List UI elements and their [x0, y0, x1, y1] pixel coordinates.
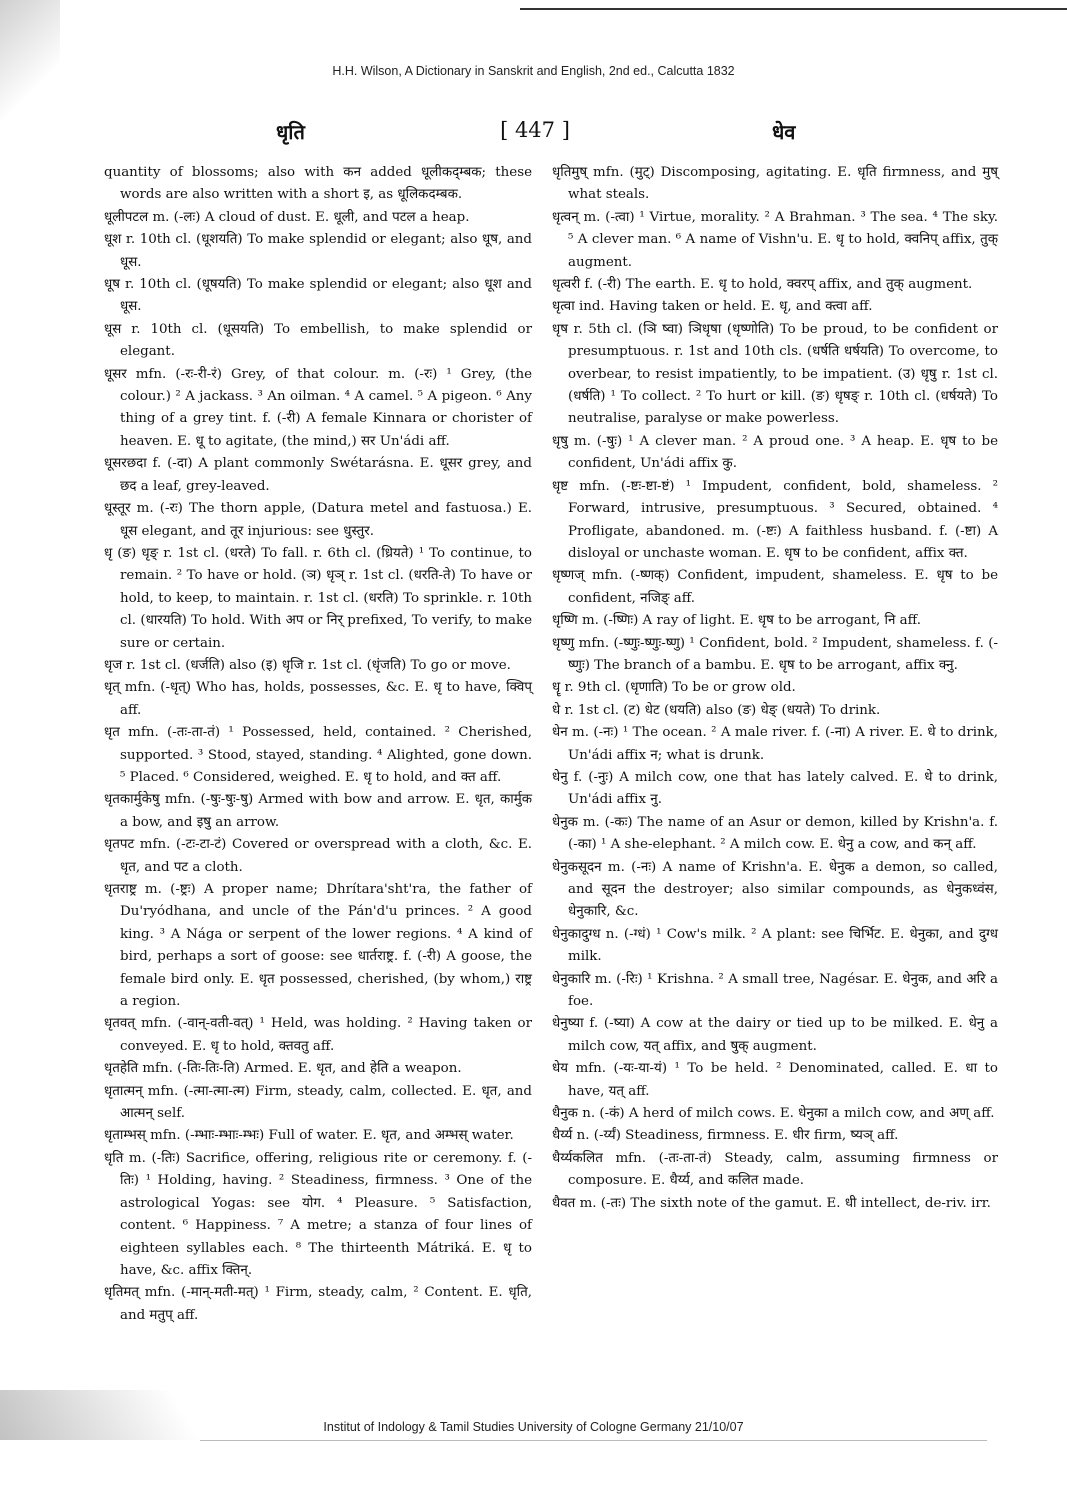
dictionary-entry: धेय mfn. (-यः-या-यं) ¹ To be held. ² Denominated, called. E. धा to have, यत् aff.: [552, 1061, 998, 1099]
dictionary-entry: धृतात्मन् mfn. (-त्मा-त्मा-त्म) Firm, steady, calm, collected. E. धृत, and आत्मन् self.: [104, 1083, 532, 1122]
dictionary-entry: धेनुकारि m. (-रिः) ¹ Krishna. ² A small tree, Nagésar. E. धेनुक, and अरि a foe.: [552, 971, 998, 1010]
dictionary-entry: धॄ r. 9th cl. (धृणाति) To be or grow old.: [552, 680, 796, 696]
dictionary-entry: धूसर mfn. (-रः-री-रं) Grey, of that colour. m. (-रः) ¹ Grey, (the colour.) ² A jackass. ³ An oilman. ⁴ A camel. ⁵ A pigeon. ⁶ Any thing of a grey tint. f. (-री) A female Kinnara or chorister of heaven. E. धू to agitate, (the mind,) सर Un'ádi aff.: [104, 366, 532, 449]
left-column: [104, 162, 532, 1327]
dictionary-entry: धृतिमत् mfn. (-मान्-मती-मत्) ¹ Firm, steady, calm, ² Content. E. धृति, and मतुप् aff.: [104, 1285, 532, 1323]
dictionary-entry: धूलीपटल m. (-लः) A cloud of dust. E. धूली, and पटल a heap.: [104, 209, 470, 225]
dictionary-entry: धेनुष्या f. (-ष्या) A cow at the dairy or tied up to be milked. E. धेनु a milch cow, यत् affix, and षुक् augment.: [552, 1016, 998, 1054]
dictionary-entry: धूस r. 10th cl. (धूसयति) To embellish, to make splendid or elegant.: [104, 321, 532, 360]
dictionary-entry: धृषु m. (-षुः) ¹ A clever man. ² A proud one. ³ A heap. E. धृष to be confident, Un'ádi affix कु.: [552, 433, 998, 472]
dictionary-entry: धृतकार्मुकेषु mfn. (-षुः-षुः-षु) Armed with bow and arrow. E. धृत, कार्मुक a bow, and इषु an arrow.: [104, 792, 532, 830]
dictionary-entry: धृताम्भस् mfn. (-म्भाः-म्भाः-म्भः) Full of water. E. धृत, and अम्भस् water.: [104, 1128, 514, 1144]
right-column: [552, 162, 998, 1215]
dictionary-entry: धैनुक n. (-कं) A herd of milch cows. E. धेनुका a milch cow, and अण् aff.: [552, 1106, 995, 1122]
dictionary-entry: धूश r. 10th cl. (धूशयति) To make splendid or elegant; also धूष, and धूस.: [104, 232, 532, 270]
dictionary-entry: धृति m. (-तिः) Sacrifice, offering, religious rite or ceremony. f. (-तिः) ¹ Holding, having. ² Steadiness, firmness. ³ One of the astrological Yogas: see योग. ⁴ Pleasure. ⁵ Satisfaction, content. ⁶ Happiness. ⁷ A metre; a stanza of four lines of eighteen syllables each. ⁸ The thirteenth Mátriká. E. धृ to have, &c. affix क्तिन्.: [104, 1150, 532, 1278]
header-credit: H.H. Wilson, A Dictionary in Sanskrit and English, 2nd ed., Calcutta 1832: [332, 64, 735, 78]
dictionary-entry: quantity of blossoms; also with कन added धूलीकद्म्बक; these words are also written with a short इ, as धूलिकदम्बक.: [104, 165, 532, 203]
dictionary-entry: धृतवत् mfn. (-वान्-वती-वत्) ¹ Held, was holding. ² Having taken or conveyed. E. धृ to hold, क्तवतु aff.: [104, 1016, 532, 1054]
dictionary-entry: धृतपट mfn. (-टः-टा-टं) Covered or overspread with a cloth, &c. E. धृत, and पट a cloth.: [104, 837, 532, 875]
dictionary-entry: धेनुकादुग्ध n. (-ग्धं) ¹ Cow's milk. ² A plant: see चिर्भिट. E. धेनुका, and दुग्ध milk.: [552, 926, 998, 965]
dictionary-entry: धे r. 1st cl. (ट) धेट (धयति) also (ङ) धेङ् (धयते) To drink.: [552, 702, 881, 718]
dictionary-entry: धेनुक m. (-कः) The name of an Asur or demon, killed by Krishn'a. f. (-का) ¹ A she-elephant. ² A milch cow. E. धेनु a cow, and कन् aff.: [552, 814, 998, 853]
dictionary-entry: धृत mfn. (-तः-ता-तं) ¹ Possessed, held, contained. ² Cherished, supported. ³ Stood, stayed, standing. ⁴ Alighted, gone down. ⁵ Placed. ⁶ Considered, weighed. E. धृ to hold, and क्त aff.: [104, 725, 532, 785]
top-rule: [520, 8, 1067, 10]
dictionary-entry: धृष्णु mfn. (-ष्णुः-ष्णुः-ष्णु) ¹ Confident, bold. ² Impudent, shameless. f. (-ष्णुः) The branch of a bambu. E. धृष to be arrogant, affix क्नु.: [552, 635, 998, 673]
bottom-rule: [200, 1440, 987, 1441]
dictionary-entry: धृष्णि m. (-ष्णिः) A ray of light. E. धृष to be arrogant, नि aff.: [552, 613, 921, 629]
dictionary-entry: धृत् mfn. (-धृत्) Who has, holds, possesses, &c. E. धृ to have, क्विप् aff.: [104, 680, 532, 718]
dictionary-entry: धृत्वा ind. Having taken or held. E. धृ, and क्त्वा aff.: [552, 299, 873, 315]
dictionary-entry: धृत्वन् m. (-त्वा) ¹ Virtue, morality. ² A Brahman. ³ The sea. ⁴ The sky. ⁵ A clever man. ⁶ A name of Vishn'u. E. धृ to hold, क्वनिप् affix, तुक् augment.: [552, 209, 998, 270]
dictionary-entry: धृष्ट mfn. (-ष्टः-ष्टा-ष्टं) ¹ Impudent, confident, bold, shameless. ² Forward, intrusive, presumptuous. ³ Secured, obtained. ⁴ Profligate, abandoned. m. (-ष्टः) A faithless husband. f. (-ष्टा) A disloyal or unchaste woman. E. धृष to be confident, affix क्त.: [552, 478, 998, 561]
scan-shadow-top-left: [0, 0, 60, 120]
dictionary-entry: धृतिमुष् mfn. (मुट्) Discomposing, agitating. E. धृति firmness, and मुष् what steals.: [552, 165, 998, 203]
dictionary-entry: धेनुकसूदन m. (-नः) A name of Krishn'a. E. धेनुक a demon, so called, and सूदन the destroyer; also similar compounds, as धेनुकध्वंस, धेनुकारि, &c.: [552, 859, 998, 920]
dictionary-entry: धेनु f. (-नुः) A milch cow, one that has lately calved. E. धे to drink, Un'ádi affix नु.: [552, 769, 998, 808]
dictionary-entry: धृतराष्ट्र m. (-ष्ट्रः) A proper name; Dhrítara'sht'ra, the father of Du'ryódhana, and uncle of the Pán'd'u princes. ² A good king. ³ A Nága or serpent of the lower regions. ⁴ A kind of bird, perhaps a sort of goose: see धार्तराष्ट्र. f. (-री) A goose, the female bird only. E. धृत possessed, cherished, (by whom,) राष्ट्र a region.: [104, 882, 532, 1010]
dictionary-entry: धृ (ङ) धृङ् r. 1st cl. (धरते) To fall. r. 6th cl. (ध्रियते) ¹ To continue, to remain. ² To have or hold. (ञ) धृञ् r. 1st cl. (धरति-ते) To have or hold, to keep, to maintain. r. 1st cl. (धरति) To sprinkle. r. 10th cl. (धारयति) To hold. With अप or निर् prefixed, To verify, to make sure or certain.: [104, 545, 532, 651]
dictionary-entry: धेन m. (-नः) ¹ The ocean. ² A male river. f. (-ना) A river. E. धे to drink, Un'ádi affix न; what is drunk.: [552, 725, 998, 763]
dictionary-entry: धैर्य्यकलित mfn. (-तः-ता-तं) Steady, calm, assuming firmness or composure. E. धैर्य्य, and कलित made.: [552, 1150, 998, 1189]
running-head-right: धेव: [772, 120, 796, 144]
dictionary-entry: धूष r. 10th cl. (धूषयति) To make splendid or elegant; also धूश and धूस.: [104, 277, 532, 315]
page-number: [ 447 ]: [500, 118, 570, 142]
dictionary-entry: धृत्वरी f. (-री) The earth. E. धृ to hold, क्वरप् affix, and तुक् augment.: [552, 277, 973, 293]
footer-credit: Institut of Indology & Tamil Studies University of Cologne Germany 21/10/07: [323, 1420, 744, 1434]
dictionary-entry: धृतहेति mfn. (-तिः-तिः-ति) Armed. E. धृत, and हेति a weapon.: [104, 1061, 462, 1077]
dictionary-entry: धृष्णज् mfn. (-ष्णक्) Confident, impudent, shameless. E. धृष to be confident, नजिङ् aff.: [552, 568, 998, 606]
dictionary-entry: धैर्य्य n. (-र्य्यं) Steadiness, firmness. E. धीर firm, ष्यञ् aff.: [552, 1128, 899, 1144]
dictionary-entry: धृज r. 1st cl. (धर्जति) also (इ) धृजि r. 1st cl. (धृंजति) To go or move.: [104, 657, 511, 673]
dictionary-entry: धृष r. 5th cl. (ञि ष्वा) ञिधृषा (धृष्णोति) To be proud, to be confident or presumptuous. r. 1st and 10th cls. (धर्षति धर्षयति) To overcome, to overbear, to resist impatiently, to be impatient. (उ) धृषु r. 1st cl. (धर्षति) ¹ To collect. ² To hurt or kill. (ङ) धृषङ् r. 10th cl. (धर्षयते) To neutralise, paralyse or make powerless.: [552, 321, 998, 427]
running-head-left: धृति: [276, 120, 305, 144]
dictionary-entry: धूस्तूर m. (-रः) The thorn apple, (Datura metel and fastuosa.) E. धूस elegant, and तूर injurious: see धुस्तुर.: [104, 501, 532, 539]
dictionary-entry: धैवत m. (-तः) The sixth note of the gamut. E. धी intellect, de-riv. irr.: [552, 1195, 991, 1211]
dictionary-entry: धूसरछदा f. (-दा) A plant commonly Swétarásna. E. धूसर grey, and छद a leaf, grey-leaved.: [104, 456, 532, 494]
